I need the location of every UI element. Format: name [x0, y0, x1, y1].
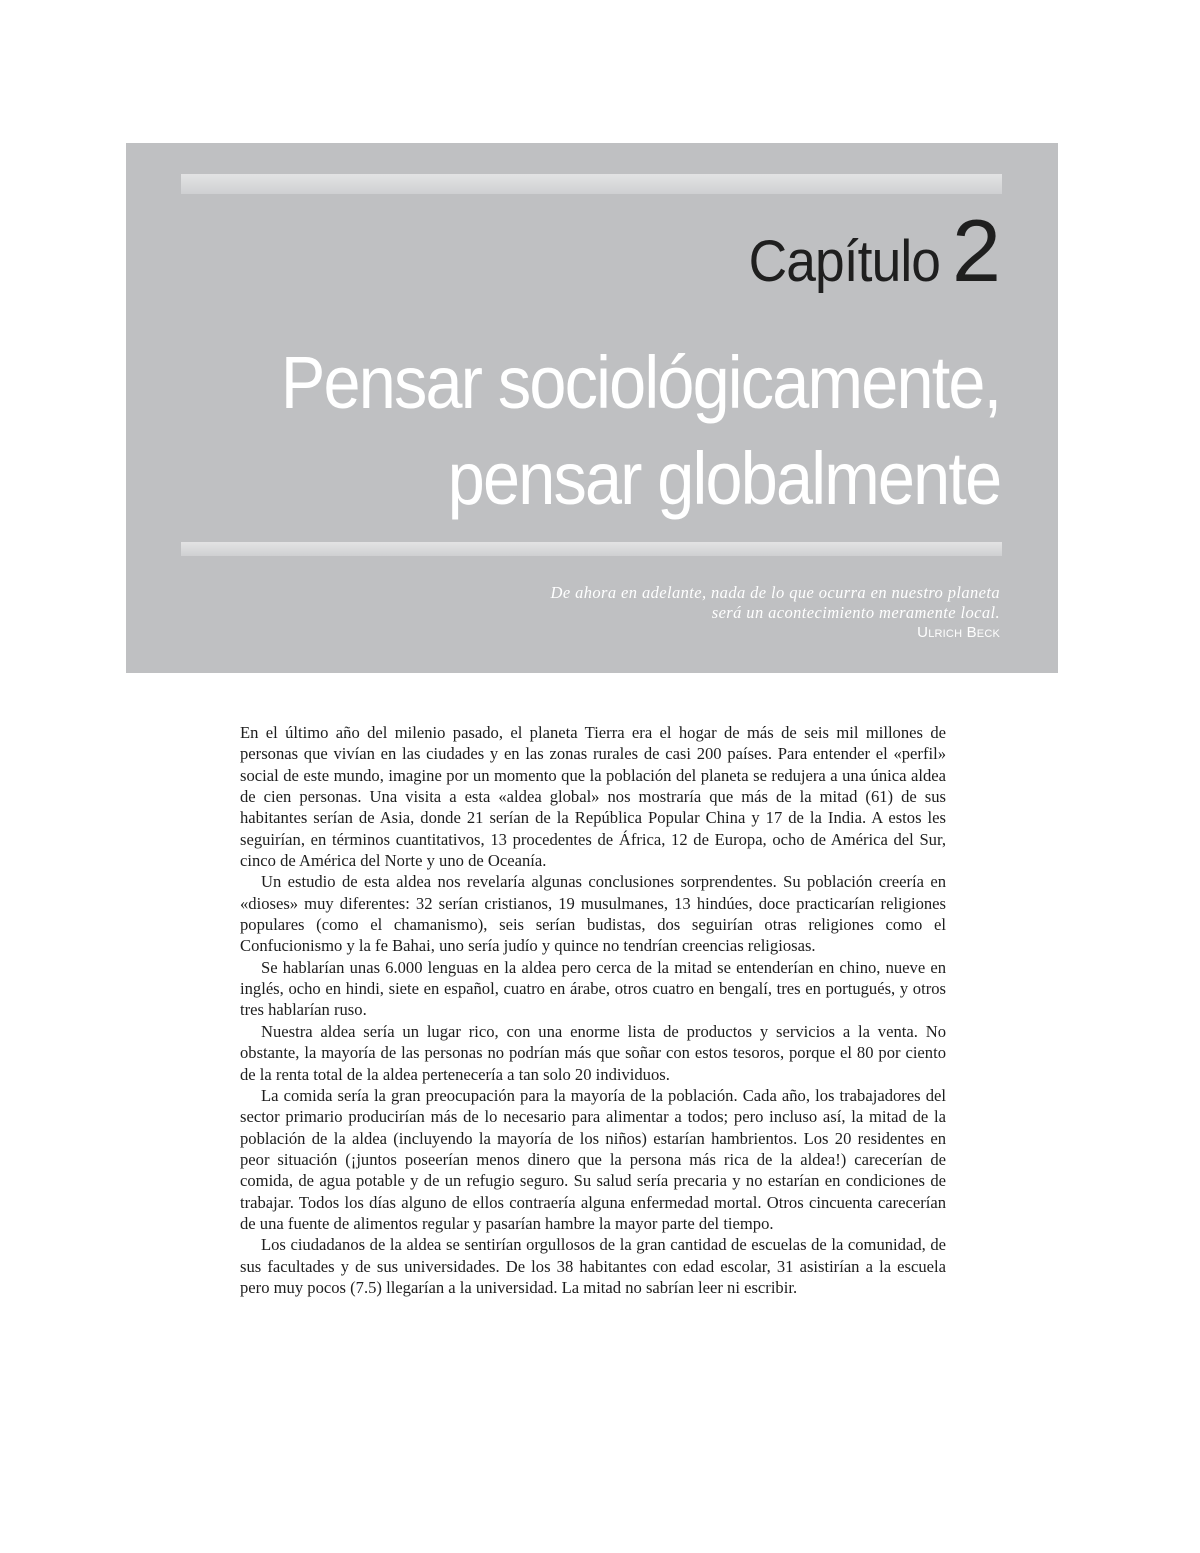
- chapter-title: [201, 335, 1000, 527]
- epigraph-line-2: será un acontecimiento meramente local.: [711, 603, 1000, 622]
- paragraph-6: Los ciudadanos de la aldea se sentirían orgullosos de la gran cantidad de escuelas de la comunidad, de sus facultades y de sus universidades. De los 38 habitantes con edad escolar, 31 asistirían a la escuela pero muy pocos (7.5) llegarían a la universidad. La mitad no sabrían leer ni escribir.: [240, 1235, 946, 1297]
- chapter-word: Capítulo: [748, 229, 941, 294]
- paragraph-3: Se hablarían unas 6.000 lenguas en la aldea pero cerca de la mitad se entenderían en chino, nueve en inglés, ocho en hindi, siete en español, cuatro en árabe, otros cuatro en bengalí, tres en portugués, y otros tres hablarían ruso.: [240, 957, 946, 1020]
- epigraph: [551, 583, 1000, 643]
- header-rule-bottom: [181, 542, 1002, 556]
- epigraph-author: Ulrich Beck: [917, 624, 1000, 641]
- header-rule-top: [181, 174, 1002, 194]
- chapter-number: 2: [952, 201, 1001, 300]
- chapter-title-line-1: Pensar sociológicamente,: [280, 341, 1000, 424]
- chapter-title-line-2: pensar globalmente: [447, 437, 1000, 520]
- epigraph-line-1: De ahora en adelante, nada de lo que ocurra en nuestro planeta: [550, 583, 1000, 602]
- chapter-label: [732, 201, 1001, 300]
- paragraph-1: En el último año del milenio pasado, el planeta Tierra era el hogar de más de seis mil millones de personas que vivían en las ciudades y en las zonas rurales de casi 200 países. Para entender el «perfil» social de este mundo, imagine por un momento que la población del planeta se redujera a una única aldea de cien personas. Una visita a esta «aldea global» nos mostraría que más de la mitad (61) de sus habitantes serían de Asia, donde 21 serían de la República Popular China y 17 de la India. A estos les seguirían, en términos cuantitativos, 13 procedentes de África, 12 de Europa, ocho de América del Sur, cinco de América del Norte y uno de Oceanía.: [240, 723, 946, 871]
- paragraph-4: Nuestra aldea sería un lugar rico, con una enorme lista de productos y servicios a la venta. No obstante, la mayoría de las personas no podrían más que soñar con estos tesoros, porque el 80 por ciento de la renta total de la aldea pertenecería a tan solo 20 individuos.: [240, 1021, 946, 1084]
- chapter-header-banner: [126, 143, 1058, 673]
- paragraph-5: La comida sería la gran preocupación para la mayoría de la población. Cada año, los trabajadores del sector primario producirían más de lo necesario para alimentar a todos; pero incluso así, la mitad de la población de la aldea (incluyendo la mayoría de los niños) estarían hambrientos. Los 20 residentes en peor situación (¡juntos poseerían menos dinero que la persona más rica de la aldea!) carecerían de comida, de agua potable y de un refugio seguro. Su salud sería precaria y no estarían en condiciones de trabajar. Todos los días alguno de ellos contraería alguna enfermedad mortal. Otros cincuenta carecerían de una fuente de alimentos regular y pasarían hambre la mayor parte del tiempo.: [240, 1085, 946, 1233]
- body-text: [240, 722, 946, 1298]
- paragraph-2: Un estudio de esta aldea nos revelaría algunas conclusiones sorprendentes. Su población creería en «dioses» muy diferentes: 32 serían cristianos, 19 musulmanes, 13 hindúes, doce practicarían religiones populares (como el chamanismo), seis serían budistas, dos seguirían otras religiones como el Confucionismo y la fe Bahai, uno sería judío y quince no tendrían creencias religiosas.: [240, 872, 946, 956]
